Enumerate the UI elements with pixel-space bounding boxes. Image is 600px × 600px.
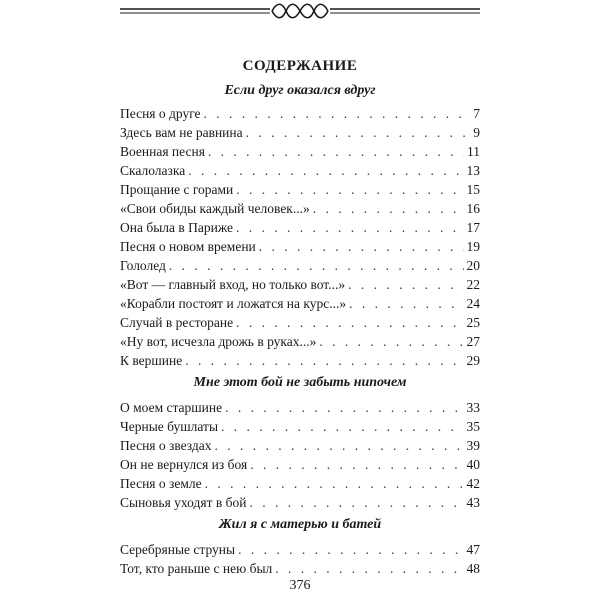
entry-page: 22 xyxy=(466,277,480,292)
toc-entry[interactable] xyxy=(120,180,480,199)
entry-page: 48 xyxy=(466,561,480,576)
entry-title: Он не вернулся из боя xyxy=(120,457,248,472)
entry-title: Скалолазка xyxy=(120,163,186,178)
entry-title: Гололед xyxy=(120,258,166,273)
entry-title: Здесь вам не равнина xyxy=(120,125,243,140)
toc-entry[interactable] xyxy=(120,294,480,313)
toc-entry[interactable] xyxy=(120,161,480,180)
dot-leader xyxy=(236,313,463,332)
entry-page: 9 xyxy=(473,125,480,140)
toc-entry[interactable] xyxy=(120,142,480,161)
dot-leader xyxy=(225,398,463,417)
entry-title: Прощание с горами xyxy=(120,182,234,197)
toc-section-3 xyxy=(120,514,480,578)
entry-title: Песня о новом времени xyxy=(120,239,256,254)
entry-title: «Вот — главный вход, но только вот...» xyxy=(120,277,346,292)
entry-title: Сыновья уходят в бой xyxy=(120,495,247,510)
toc-entry[interactable] xyxy=(120,332,480,351)
toc-section-1 xyxy=(120,80,480,370)
dot-leader xyxy=(250,455,463,474)
entry-page: 40 xyxy=(466,457,480,472)
toc-section-2 xyxy=(120,372,480,512)
toc-entry[interactable] xyxy=(120,256,480,275)
toc-entry[interactable] xyxy=(120,540,480,559)
toc-entry[interactable] xyxy=(120,237,480,256)
page-title: СОДЕРЖАНИЕ xyxy=(242,58,358,74)
toc-entry[interactable] xyxy=(120,199,480,218)
entry-page: 7 xyxy=(473,106,480,121)
dot-leader xyxy=(204,104,471,123)
entry-title: Песня о земле xyxy=(120,476,202,491)
dot-leader xyxy=(348,275,463,294)
toc-entry[interactable] xyxy=(120,351,480,370)
dot-leader xyxy=(236,180,463,199)
entry-title: «Корабли постоят и ложатся на курс...» xyxy=(120,296,347,311)
entry-title: Серебряные струны xyxy=(120,542,236,557)
entry-page: 39 xyxy=(466,438,480,453)
entry-page: 43 xyxy=(466,495,480,510)
decorative-header-rule xyxy=(120,0,480,22)
toc-entry[interactable] xyxy=(120,313,480,332)
toc-entry[interactable] xyxy=(120,493,480,512)
dot-leader xyxy=(275,559,463,578)
section-title: Жил я с матерью и батей xyxy=(218,517,382,532)
entry-title: Песня о друге xyxy=(120,106,201,121)
entry-title: К вершине xyxy=(120,353,183,368)
entry-page: 27 xyxy=(466,334,480,349)
section-title: Если друг оказался вдруг xyxy=(224,83,376,98)
dot-leader xyxy=(236,218,464,237)
entry-title: Тот, кто раньше с нею был xyxy=(120,561,273,576)
toc-entry[interactable] xyxy=(120,104,480,123)
dot-leader xyxy=(221,417,463,436)
entry-page: 25 xyxy=(466,315,480,330)
entry-page: 19 xyxy=(466,239,480,254)
entry-title: Военная песня xyxy=(120,144,205,159)
dot-leader xyxy=(249,493,463,512)
toc-entry[interactable] xyxy=(120,123,480,142)
toc-entry[interactable] xyxy=(120,398,480,417)
entry-title: О моем старшине xyxy=(120,400,223,415)
dot-leader xyxy=(208,142,464,161)
entry-page: 47 xyxy=(466,542,480,557)
dot-leader xyxy=(169,256,464,275)
dot-leader xyxy=(319,332,463,351)
entry-page: 20 xyxy=(466,258,480,273)
toc-entry[interactable] xyxy=(120,275,480,294)
dot-leader xyxy=(238,540,463,559)
toc-entry[interactable] xyxy=(120,218,480,237)
page-number: 376 xyxy=(289,578,311,593)
entry-page: 33 xyxy=(466,400,480,415)
toc-entry[interactable] xyxy=(120,474,480,493)
dot-leader xyxy=(215,436,464,455)
entry-page: 13 xyxy=(466,163,480,178)
entry-page: 16 xyxy=(466,201,480,216)
entry-page: 17 xyxy=(466,220,480,235)
ornament-icon xyxy=(120,0,480,22)
entry-page: 24 xyxy=(466,296,480,311)
entry-title: Она была в Париже xyxy=(120,220,233,235)
dot-leader xyxy=(313,199,464,218)
dot-leader xyxy=(185,351,463,370)
entry-title: Черные бушлаты xyxy=(120,419,219,434)
entry-title: Случай в ресторане xyxy=(120,315,234,330)
dot-leader xyxy=(259,237,464,256)
dot-leader xyxy=(188,161,463,180)
entry-page: 15 xyxy=(466,182,480,197)
entry-title: Песня о звездах xyxy=(120,438,212,453)
dot-leader xyxy=(205,474,464,493)
entry-page: 29 xyxy=(466,353,480,368)
dot-leader xyxy=(349,294,463,313)
toc-entry[interactable] xyxy=(120,559,480,578)
entry-title: «Свои обиды каждый человек...» xyxy=(120,201,310,216)
toc-entry[interactable] xyxy=(120,436,480,455)
entry-title: «Ну вот, исчезла дрожь в руках...» xyxy=(120,334,317,349)
dot-leader xyxy=(246,123,471,142)
toc-entry[interactable] xyxy=(120,417,480,436)
section-title: Мне этот бой не забыть нипочем xyxy=(193,375,407,390)
entry-page: 11 xyxy=(467,144,480,159)
entry-page: 42 xyxy=(466,476,480,491)
entry-page: 35 xyxy=(466,419,480,434)
toc-entry[interactable] xyxy=(120,455,480,474)
